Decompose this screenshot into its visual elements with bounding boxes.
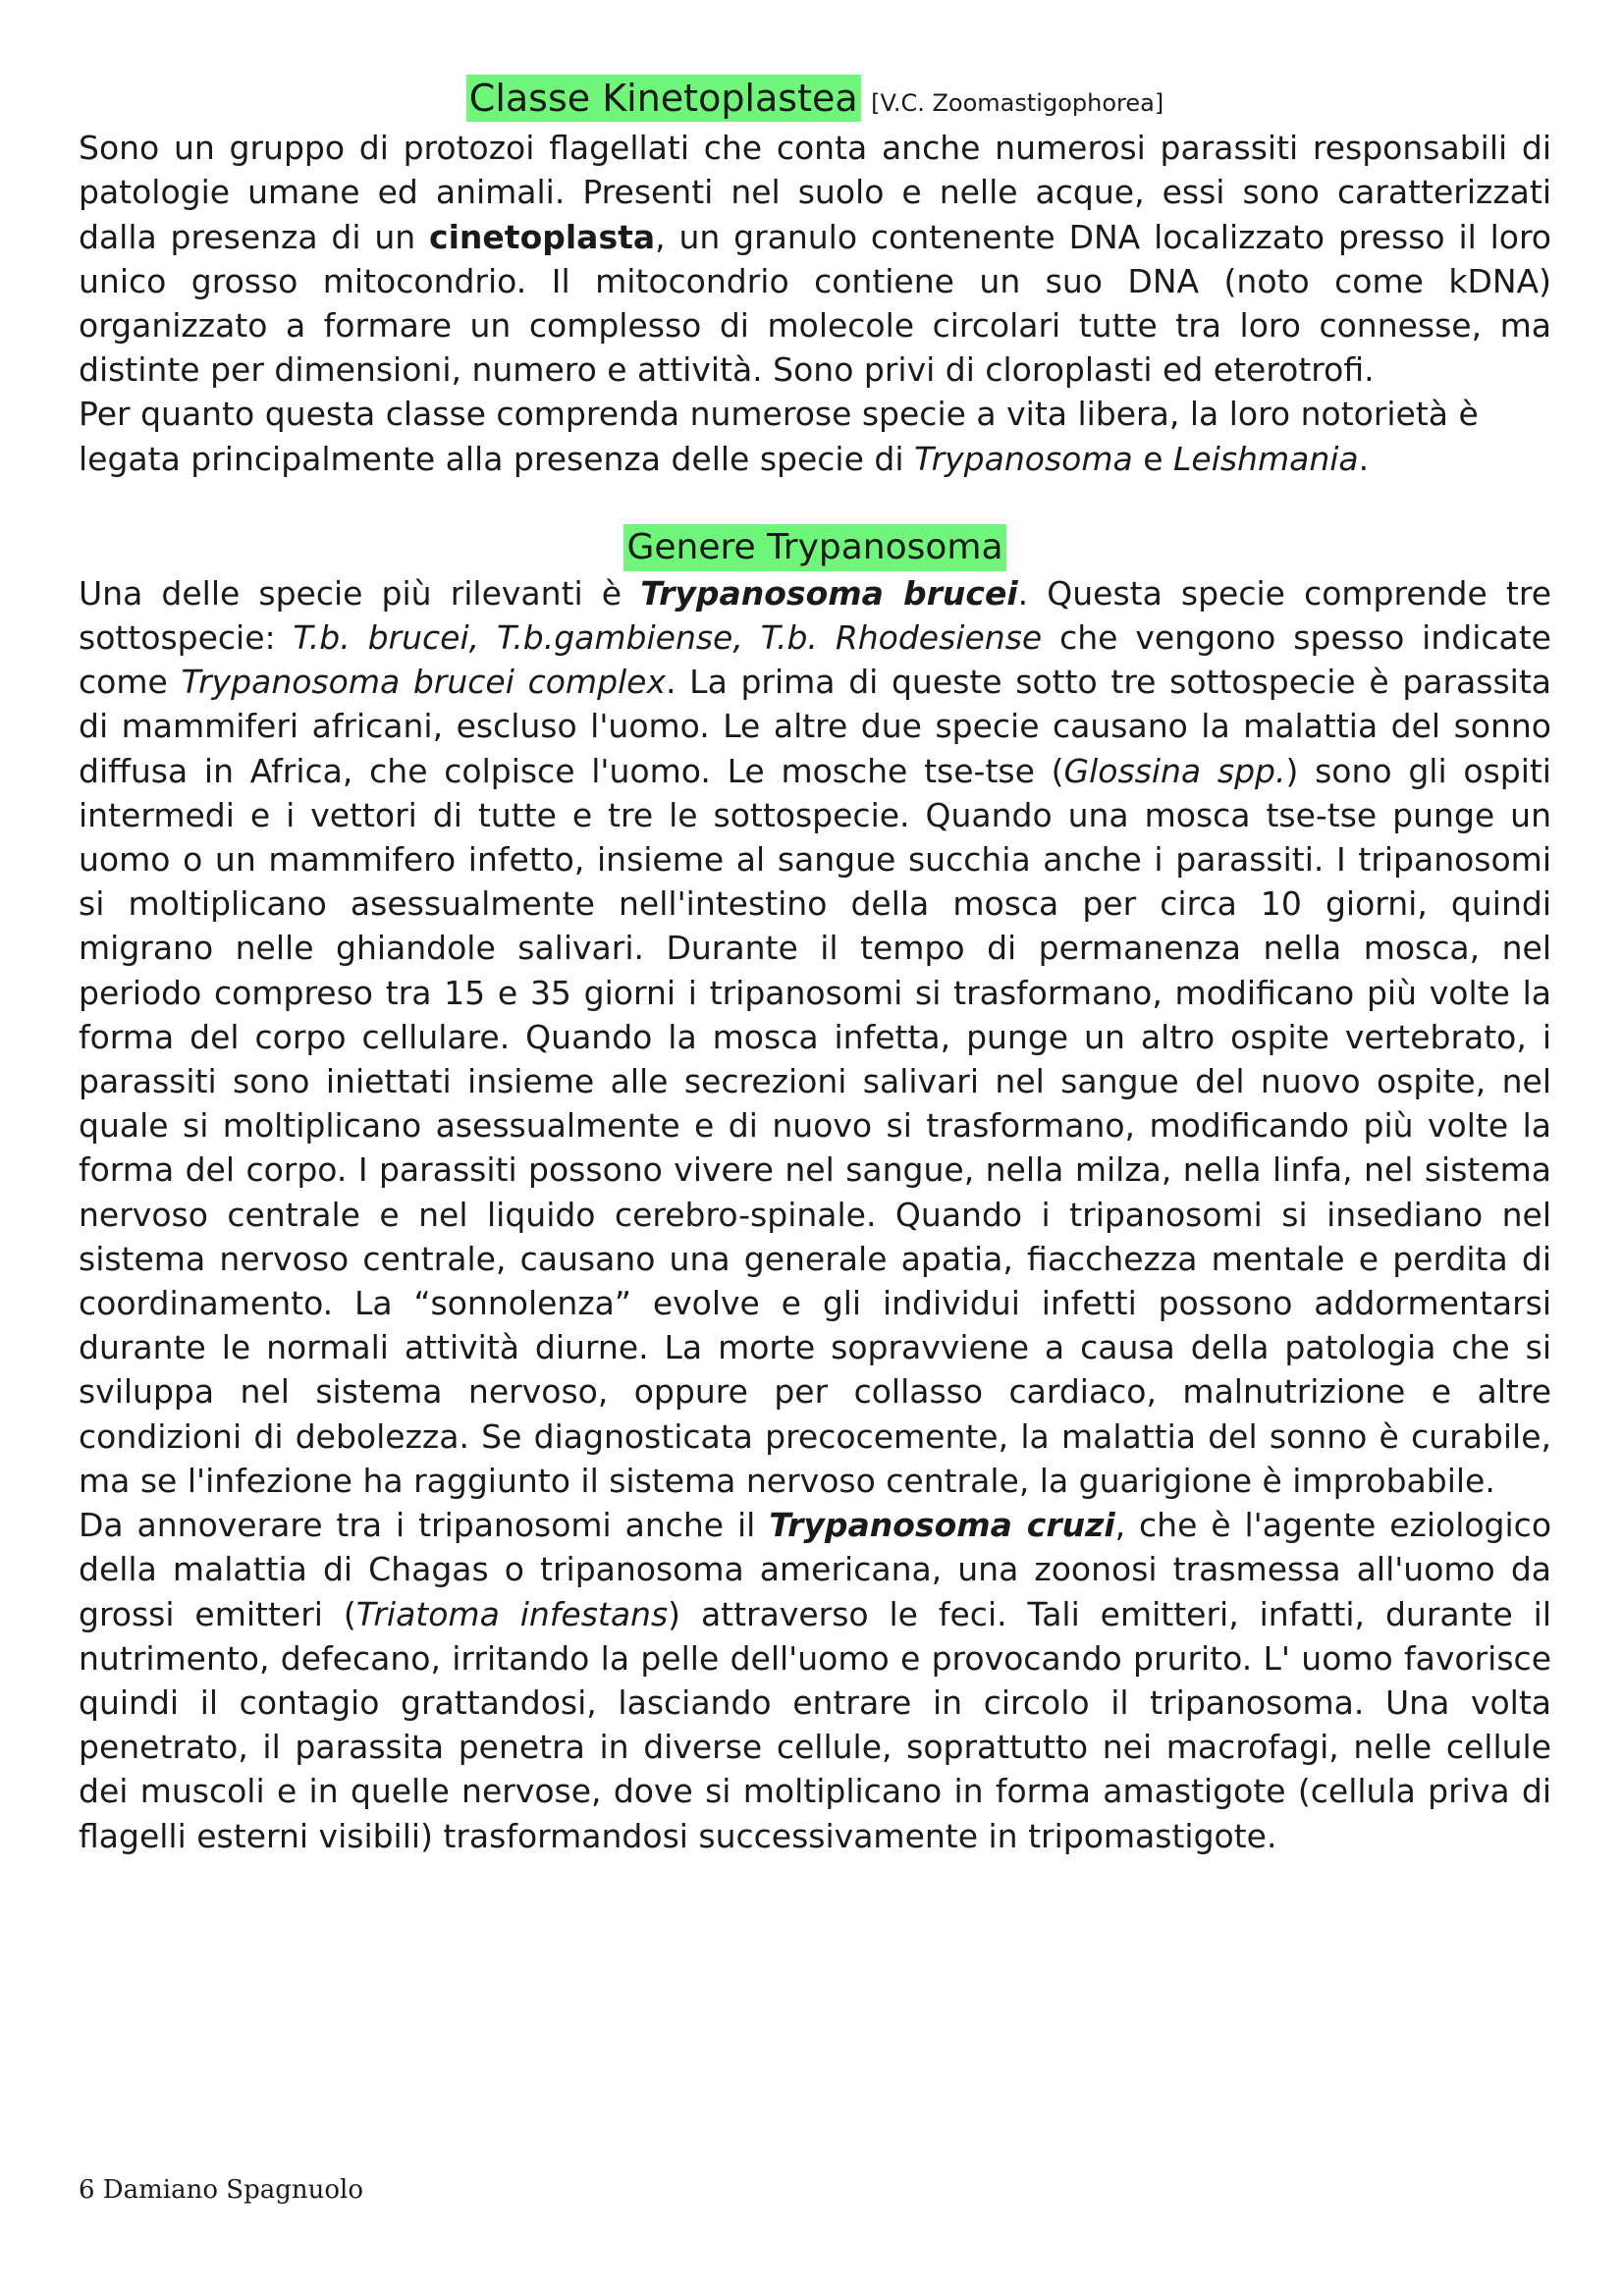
paragraph-trypanosoma-brucei: Una delle specie più rilevanti è Trypanosoma brucei. Questa specie comprende tre sottospecie: T.b. brucei, T.b.gambiense, T.b. Rhodesiense che vengono spesso indicate come Trypanosoma brucei complex. La prima di queste sotto tre sottospecie è parassita di mammiferi africani, escluso l'uomo. Le altre due specie causano la malattia del sonno diffusa in Africa, che colpisce l'uomo. Le mosche tse-tse (Glossina spp.) sono gli ospiti intermedi e i vettori di tutte e tre le sottospecie. Quando una mosca tse-tse punge un uomo o un mammifero infetto, insieme al sangue succhia anche i parassiti. I tripanosomi si moltiplicano asessualmente nell'intestino della mosca per circa 10 giorni, quindi migrano nelle ghiandole salivari. Durante il tempo di permanenza nella mosca, nel periodo compreso tra 15 e 35 giorni i tripanosomi si trasformano, modificano più volte la forma del corpo cellulare. Quando la mosca infetta, punge un altro ospite vertebrato, i parassiti sono iniettati insieme alle secrezioni salivari nel sangue del nuovo ospite, nel quale si moltiplicano asessualmente e di nuovo si trasformano, modificando più volte la forma del corpo. I parassiti possono vivere nel sangue, nella milza, nella linfa, nel sistema nervoso centrale e nel liquido cerebro-spinale. Quando i tripanosomi si insediano nel sistema nervoso centrale, causano una generale apatia, fiacchezza mentale e perdita di coordinamento. La “sonnolenza” evolve e gli individui infetti possono addormentarsi durante le normali attività diurne. La morte sopravviene a causa della patologia che si sviluppa nel sistema nervoso, oppure per collasso cardiaco, malnutrizione e altre condizioni di debolezza. Se diagnosticata precocemente, la malattia del sonno è curabile, ma se l'infezione ha raggiunto il sistema nervoso centrale, la guarigione è improbabile. xyxy=(79,573,1552,1500)
section-subtitle: [V.C. Zoomastigophorea] xyxy=(871,89,1164,117)
section-title-trypanosoma: Genere Trypanosoma xyxy=(623,524,1005,571)
paragraph-trypanosoma-cruzi: Da annoverare tra i tripanosomi anche il Trypanosoma cruzi, che è l'agente eziologico della malattia di Chagas o tripanosoma americana, una zoonosi trasmessa all'uomo da grossi emitteri (Triatoma infestans) attraverso le feci. Tali emitteri, infatti, durante il nutrimento, defecano, irritando la pelle dell'uomo e provocando prurito. L' uomo favorisce quindi il contagio grattandosi, lasciando entrare in circolo il tripanosoma. Una volta penetrato, il parassita penetra in diverse cellule, soprattutto nei macrofagi, nelle cellule dei muscoli e in quelle nervose, dove si moltiplicano in forma amastigote (cellula priva di flagelli esterni visibili) trasformandosi successivamente in tripomastigote. xyxy=(79,1506,1552,1855)
paragraph-kinetoplastea-notoriety: Per quanto questa classe comprenda numerose specie a vita libera, la loro notorietà è legata principalmente alla presenza delle specie di Trypanosoma e Leishmania. xyxy=(79,395,1479,478)
document-page xyxy=(79,75,1551,1858)
paragraph-kinetoplastea-intro: Sono un gruppo di protozoi flagellati che conta anche numerosi parassiti responsabili di patologie umane ed animali. Presenti nel suolo e nelle acque, essi sono caratterizzati dalla presenza di un cinetoplasta, un granulo contenente DNA localizzato presso il loro unico grosso mitocondrio. Il mitocondrio contiene un suo DNA (noto come kDNA) organizzato a formare un complesso di molecole circolari tutte tra loro connesse, ma distinte per dimensioni, numero e attività. Sono privi di cloroplasti ed eterotrofi. xyxy=(79,129,1551,390)
section-heading-row xyxy=(79,75,1551,126)
section-heading-row-2 xyxy=(79,524,1551,571)
section-title-kinetoplastea: Classe Kinetoplastea xyxy=(466,75,861,122)
page-footer: 6 Damiano Spagnuolo xyxy=(79,2175,363,2205)
term-trypanosoma-cruzi: Trypanosoma cruzi xyxy=(769,1506,1115,1545)
term-trypanosoma-brucei: Trypanosoma brucei xyxy=(640,573,1018,613)
term-cinetoplasta: cinetoplasta xyxy=(429,217,656,256)
